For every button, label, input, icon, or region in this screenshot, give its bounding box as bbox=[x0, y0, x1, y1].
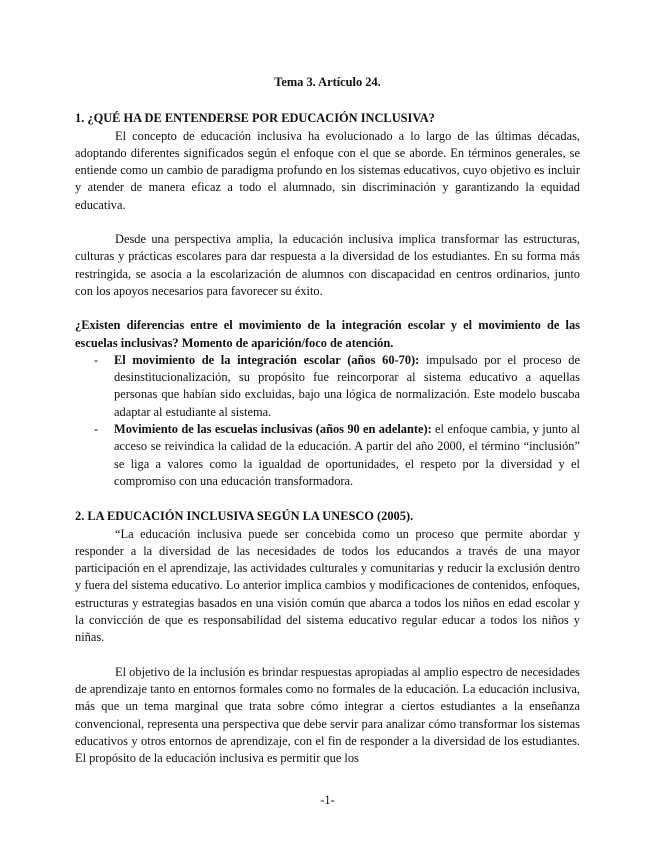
bullet-bold-lead: El movimiento de la integración escolar (años 60-70): bbox=[114, 352, 420, 367]
bullet-text: impulsado por el proceso de desinstitucionalización, su propósito fue reincorporar al sistema educativo a aquellas personas que habían sido excluidas, bajo una lógica de normalización. Este modelo buscaba adaptar al estudiante al sistema. bbox=[114, 352, 580, 419]
section-1-paragraph-1: El concepto de educación inclusiva ha evolucionado a lo largo de las últimas décadas, adoptando diferentes significados según el enfoque con el que se aborde. En términos generales, se entiende como un cambio de paradigma profundo en los sistemas educativos, cuyo objetivo es incluir y atender de manera eficaz a todo el alumnado, sin discriminación y garantizando la equidad educativa. bbox=[75, 128, 580, 212]
section-2-paragraph-1: “La educación inclusiva puede ser concebida como un proceso que permite abordar y responder a la diversidad de las necesidades de todos los educandos a través de una mayor participación en el aprendizaje, las actividades culturales y comunitarias y reducir la exclusión dentro y fuera del sistema educativo. Lo anterior implica cambios y modificaciones de contenidos, enfoques, estructuras y estrategias basados en una visión común que abarca a todos los niños en edad escolar y la convicción de que es responsabilidad del sistema educativo regular educar a todos los niños y niñas. bbox=[75, 526, 580, 645]
bullet-item-inclusivas bbox=[75, 421, 580, 490]
bullet-dash: - bbox=[94, 422, 99, 437]
document-title: Tema 3. Artículo 24. bbox=[274, 75, 381, 89]
page-number: -1- bbox=[320, 793, 335, 807]
section-1-subquestion: ¿Existen diferencias entre el movimiento de la integración escolar y el movimiento de las escuelas inclusivas? Momento de aparición/foco de atención. bbox=[75, 318, 580, 350]
section-1-bullet-list bbox=[75, 352, 580, 490]
section-2-heading: 2. LA EDUCACIÓN INCLUSIVA SEGÚN LA UNESCO (2005). bbox=[75, 509, 414, 524]
bullet-text: el enfoque cambia, y junto al acceso se reivindica la calidad de la educación. A partir del año 2000, el término “inclusión” se liga a valores como la igualdad de oportunidades, el respeto por la diversidad y el compromiso con una educación transformadora. bbox=[114, 422, 580, 488]
section-1-heading: 1. ¿QUÉ HA DE ENTENDERSE POR EDUCACIÓN INCLUSIVA? bbox=[75, 111, 435, 126]
section-1-paragraph-2: Desde una perspectiva amplia, la educación inclusiva implica transformar las estructuras, culturas y prácticas escolares para dar respuesta a la diversidad de los estudiantes. En su forma más restringida, se asocia a la escolarización de alumnos con discapacidad en centros ordinarios, junto con los apoyos necesarios para favorecer su éxito. bbox=[75, 232, 580, 298]
section-2-paragraph-2: El objetivo de la inclusión es brindar respuestas apropiadas al amplio espectro de necesidades de aprendizaje tanto en entornos formales como no formales de la educación. La educación inclusiva, más que un tema marginal que trata sobre cómo integrar a ciertos estudiantes a la enseñanza convencional, representa una perspectiva que debe servir para analizar cómo transformar los sistemas educativos y otros entornos de aprendizaje, con el fin de responder a la diversidad de los estudiantes. El propósito de la educación inclusiva es permitir que los bbox=[75, 664, 580, 766]
bullet-dash: - bbox=[94, 352, 99, 367]
bullet-bold-lead: Movimiento de las escuelas inclusivas (años 90 en adelante): bbox=[114, 422, 432, 437]
bullet-item-integracion bbox=[75, 352, 580, 421]
document-page bbox=[75, 74, 580, 767]
